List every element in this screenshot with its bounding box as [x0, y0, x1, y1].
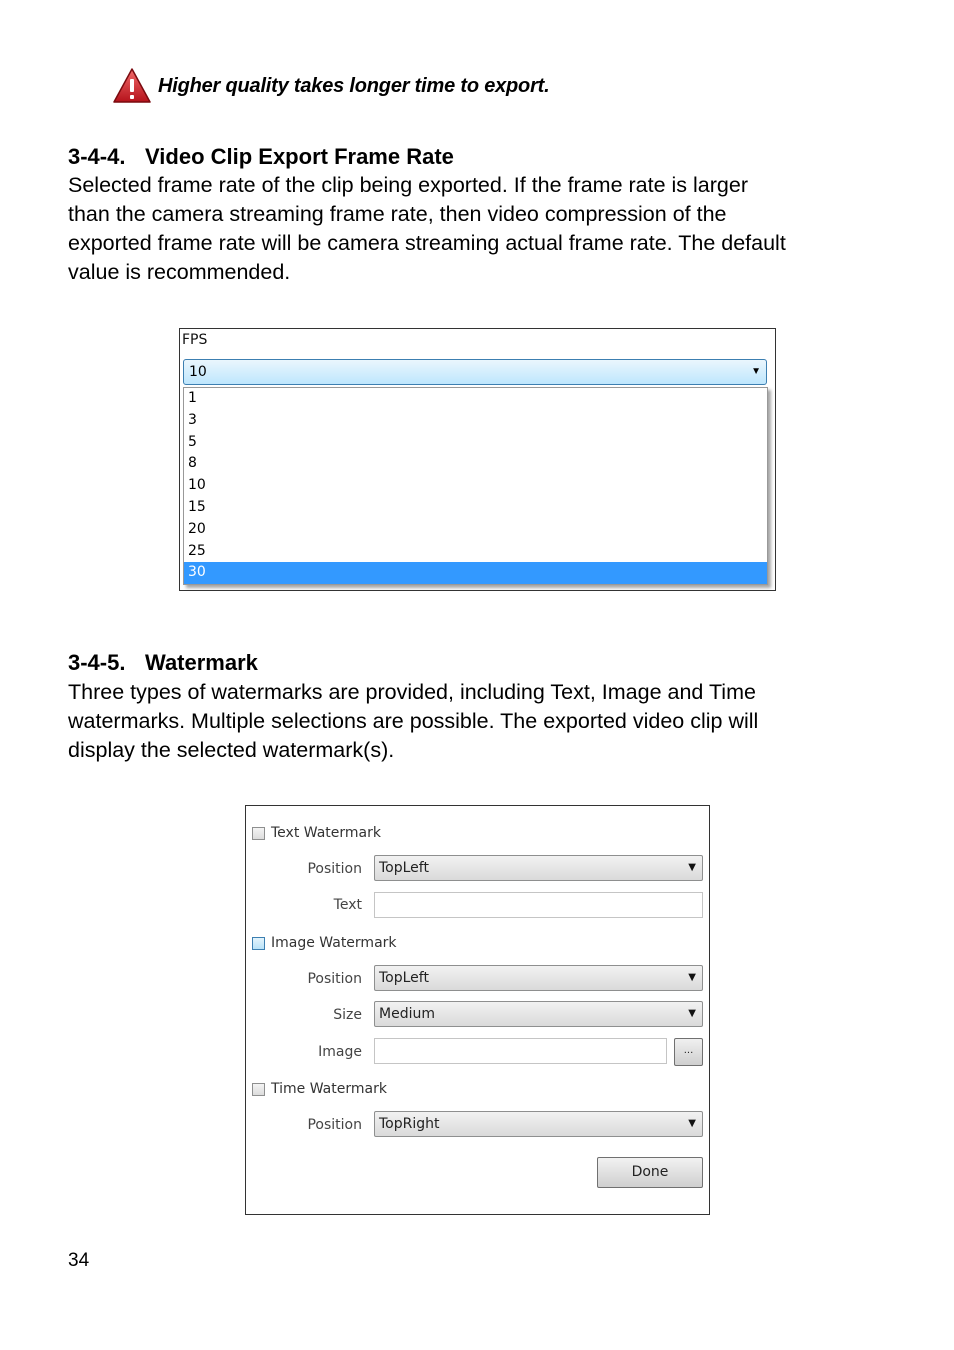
section-number: 3-4-5. — [68, 650, 126, 675]
image-watermark-row[interactable] — [252, 935, 397, 951]
paragraph-line: display the selected watermark(s). — [68, 738, 395, 762]
warning-note — [112, 66, 549, 106]
fps-option-highlighted[interactable]: 30 — [184, 562, 767, 584]
fps-option[interactable]: 15 — [188, 498, 206, 515]
image-label: Image — [318, 1044, 362, 1060]
section-heading-frame-rate — [68, 144, 454, 170]
paragraph-line: value is recommended. — [68, 260, 291, 284]
image-position-dropdown[interactable] — [374, 965, 703, 991]
frame-rate-paragraph — [68, 171, 868, 287]
text-position-dropdown[interactable] — [374, 855, 703, 881]
image-path-input[interactable] — [374, 1038, 667, 1064]
fps-option[interactable]: 10 — [188, 477, 206, 494]
watermark-text-input[interactable] — [374, 892, 703, 918]
dropdown-arrow-icon: ▼ — [688, 1008, 696, 1019]
fps-dropdown[interactable] — [183, 359, 767, 385]
time-watermark-row[interactable] — [252, 1081, 387, 1097]
paragraph-line: Selected frame rate of the clip being exported. If the frame rate is larger — [68, 173, 748, 197]
note-text: Higher quality takes longer time to export. — [158, 74, 550, 97]
paragraph-line: Three types of watermarks are provided, including Text, Image and Time — [68, 680, 756, 704]
text-watermark-label: Text Watermark — [271, 825, 381, 841]
text-watermark-row[interactable] — [252, 825, 381, 841]
dropdown-value: TopRight — [379, 1116, 440, 1132]
image-watermark-checkbox[interactable] — [252, 937, 265, 950]
watermark-paragraph — [68, 678, 868, 765]
section-heading-watermark — [68, 650, 258, 676]
position-label: Position — [307, 971, 362, 987]
fps-selected-value: 10 — [189, 364, 207, 380]
section-number: 3-4-4. — [68, 144, 126, 169]
time-position-dropdown[interactable] — [374, 1111, 703, 1137]
dropdown-value: Medium — [379, 1006, 435, 1022]
dropdown-arrow-icon: ▼ — [688, 1118, 696, 1129]
browse-button[interactable]: ... — [674, 1038, 703, 1066]
image-size-dropdown[interactable] — [374, 1001, 703, 1027]
fps-options-list[interactable] — [183, 387, 768, 585]
fps-option[interactable]: 8 — [188, 455, 197, 472]
fps-label: FPS — [182, 332, 208, 348]
time-watermark-checkbox[interactable] — [252, 1083, 265, 1096]
fps-option[interactable]: 25 — [188, 542, 206, 559]
dropdown-arrow-icon: ▼ — [688, 862, 696, 873]
time-watermark-label: Time Watermark — [271, 1081, 387, 1097]
fps-option[interactable]: 3 — [188, 411, 197, 428]
done-button[interactable]: Done — [597, 1157, 703, 1188]
position-label: Position — [307, 861, 362, 877]
text-watermark-checkbox[interactable] — [252, 827, 265, 840]
warning-icon — [112, 67, 152, 105]
fps-option[interactable]: 1 — [188, 390, 197, 406]
watermark-panel — [245, 805, 710, 1215]
dropdown-arrow-icon: ▼ — [751, 366, 761, 377]
section-title: Video Clip Export Frame Rate — [145, 144, 454, 169]
size-label: Size — [333, 1007, 362, 1023]
page-number: 34 — [68, 1250, 90, 1271]
fps-option[interactable]: 5 — [188, 433, 197, 450]
fps-panel — [179, 328, 776, 591]
section-title: Watermark — [145, 650, 258, 675]
dropdown-value: TopLeft — [379, 860, 429, 876]
dropdown-arrow-icon: ▼ — [688, 972, 696, 983]
text-label: Text — [333, 897, 362, 913]
image-watermark-label: Image Watermark — [271, 935, 397, 951]
paragraph-line: exported frame rate will be camera streaming actual frame rate. The default — [68, 231, 786, 255]
paragraph-line: than the camera streaming frame rate, then video compression of the — [68, 202, 727, 226]
fps-option[interactable]: 20 — [188, 520, 206, 537]
position-label: Position — [307, 1117, 362, 1133]
dropdown-value: TopLeft — [379, 970, 429, 986]
paragraph-line: watermarks. Multiple selections are possible. The exported video clip will — [68, 709, 759, 733]
